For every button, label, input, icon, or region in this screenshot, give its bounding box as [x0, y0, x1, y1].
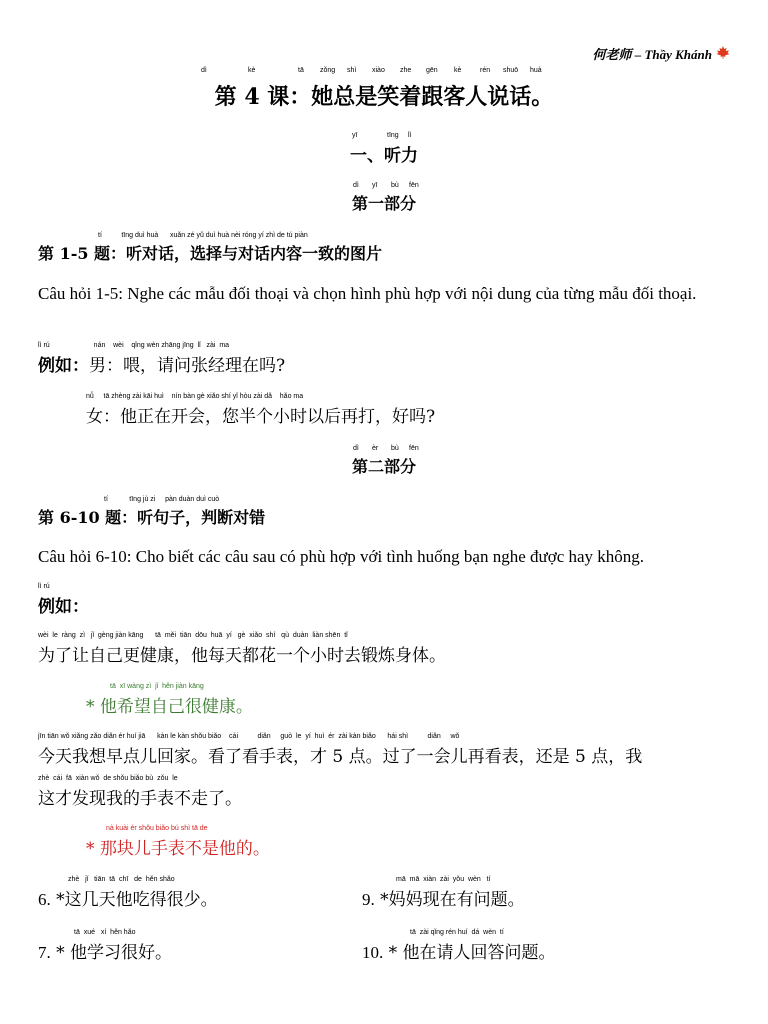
dialogue-line-man: 男：喂，请问张经理在吗?: [89, 356, 286, 376]
part-one-heading: dì yī bù fēn 第一部分: [0, 182, 768, 214]
section-listening: yī tīng lì 一、听力: [0, 132, 768, 166]
example-one-pinyin: lì rú nán wèi qǐng wèn zhāng jīng lǐ zài ma: [38, 342, 230, 349]
part-two-pinyin: dì èr bù fēn: [353, 445, 419, 452]
part-one-pinyin: dì yī bù fēn: [353, 182, 419, 189]
question-6: zhè jǐ tiān tā chī de hěn shǎo 6. *这几天他吃得很少。: [38, 876, 218, 910]
task-two-instructions-vi: Câu hỏi 6-10: Cho biết các câu sau có phù hợp với tình huống bạn nghe được hay không.: [38, 547, 645, 566]
title-text: 第 4 课：她总是笑着跟客人说话。: [214, 84, 554, 110]
question-10: tā zài qǐng rén huí dá wèn tí 10. * 他在请人回答问题。: [362, 929, 556, 963]
example-one: lì rú nán wèi qǐng wèn zhāng jīng lǐ zài ma 例如：男：喂，请问张经理在吗?: [38, 342, 286, 376]
example-sentence-one: wèi le ràng zì jǐ gèng jiàn kāng tā měi tiān dōu huā yí gè xiǎo shí qù duàn liàn shēn tǐ 为了让自己更健康，他每天都花一个小时去锻炼身体。: [38, 632, 446, 666]
example-two-answer: nà kuài ér shǒu biǎo bú shì tā de * 那块儿手表不是他的。: [86, 825, 270, 859]
example-two-label: lì rú 例如：: [38, 583, 89, 617]
example-one-answer: tā xī wàng zì jǐ hěn jiàn kāng * 他希望自己很健康。: [86, 683, 253, 717]
example-sentence-two-cont: zhè cái fā xiàn wǒ de shǒu biǎo bù zǒu le 这才发现我的手表不走了。: [38, 775, 242, 809]
question-7: tā xué xí hěn hǎo 7. * 他学习很好。: [38, 929, 173, 963]
task-one-heading: tí tīng duì huà xuǎn zé yǔ duì huà nèi róng yí zhì de tú piàn 第 1-5 题：听对话，选择与对话内容一致的图片: [38, 232, 383, 263]
maple-leaf-icon: [716, 46, 730, 63]
section-pinyin: yī tīng lì: [352, 132, 412, 139]
dialogue-line-woman: nǚ tā zhèng zài kāi huì nín bàn gè xiǎo shí yǐ hòu zài dǎ hǎo ma 女：他正在开会，您半个小时以后再打，好吗?: [86, 393, 436, 427]
lesson-title: dì kè tā zǒng shì xiào zhe gēn kè rén shuō huà 第 4 课：她总是笑着跟客人说话。: [0, 68, 768, 111]
task-one-instructions-vi: Câu hỏi 1-5: Nghe các mẫu đối thoại và chọn hình phù hợp với nội dung của từng mẫu đối thoại.: [38, 284, 697, 303]
task-one-pinyin: tí tīng duì huà xuǎn zé yǔ duì huà nèi róng yí zhì de tú piàn: [98, 232, 308, 239]
example-sentence-two: jīn tiān wǒ xiǎng zǎo diǎn ér huí jiā kàn le kàn shǒu biǎo cái diǎn guò le yí huì ér zài kàn biǎo hái shì diǎn wǒ 今天我想早点儿回家。看了看手表，才 5 点。过了一会儿再看表，还是 5 点，我: [38, 733, 643, 767]
task-two-pinyin: tí tīng jù zi pàn duàn duì cuò: [104, 496, 220, 503]
author-credit: 何老师 – Thầy Khánh: [592, 44, 730, 63]
task-two-heading: tí tīng jù zi pàn duàn duì cuò 第 6-10 题：听句子，判断对错: [38, 496, 266, 527]
part-two-heading: dì èr bù fēn 第二部分: [0, 445, 768, 477]
question-9: mā mā xiàn zài yǒu wèn tí 9. *妈妈现在有问题。: [362, 876, 525, 910]
